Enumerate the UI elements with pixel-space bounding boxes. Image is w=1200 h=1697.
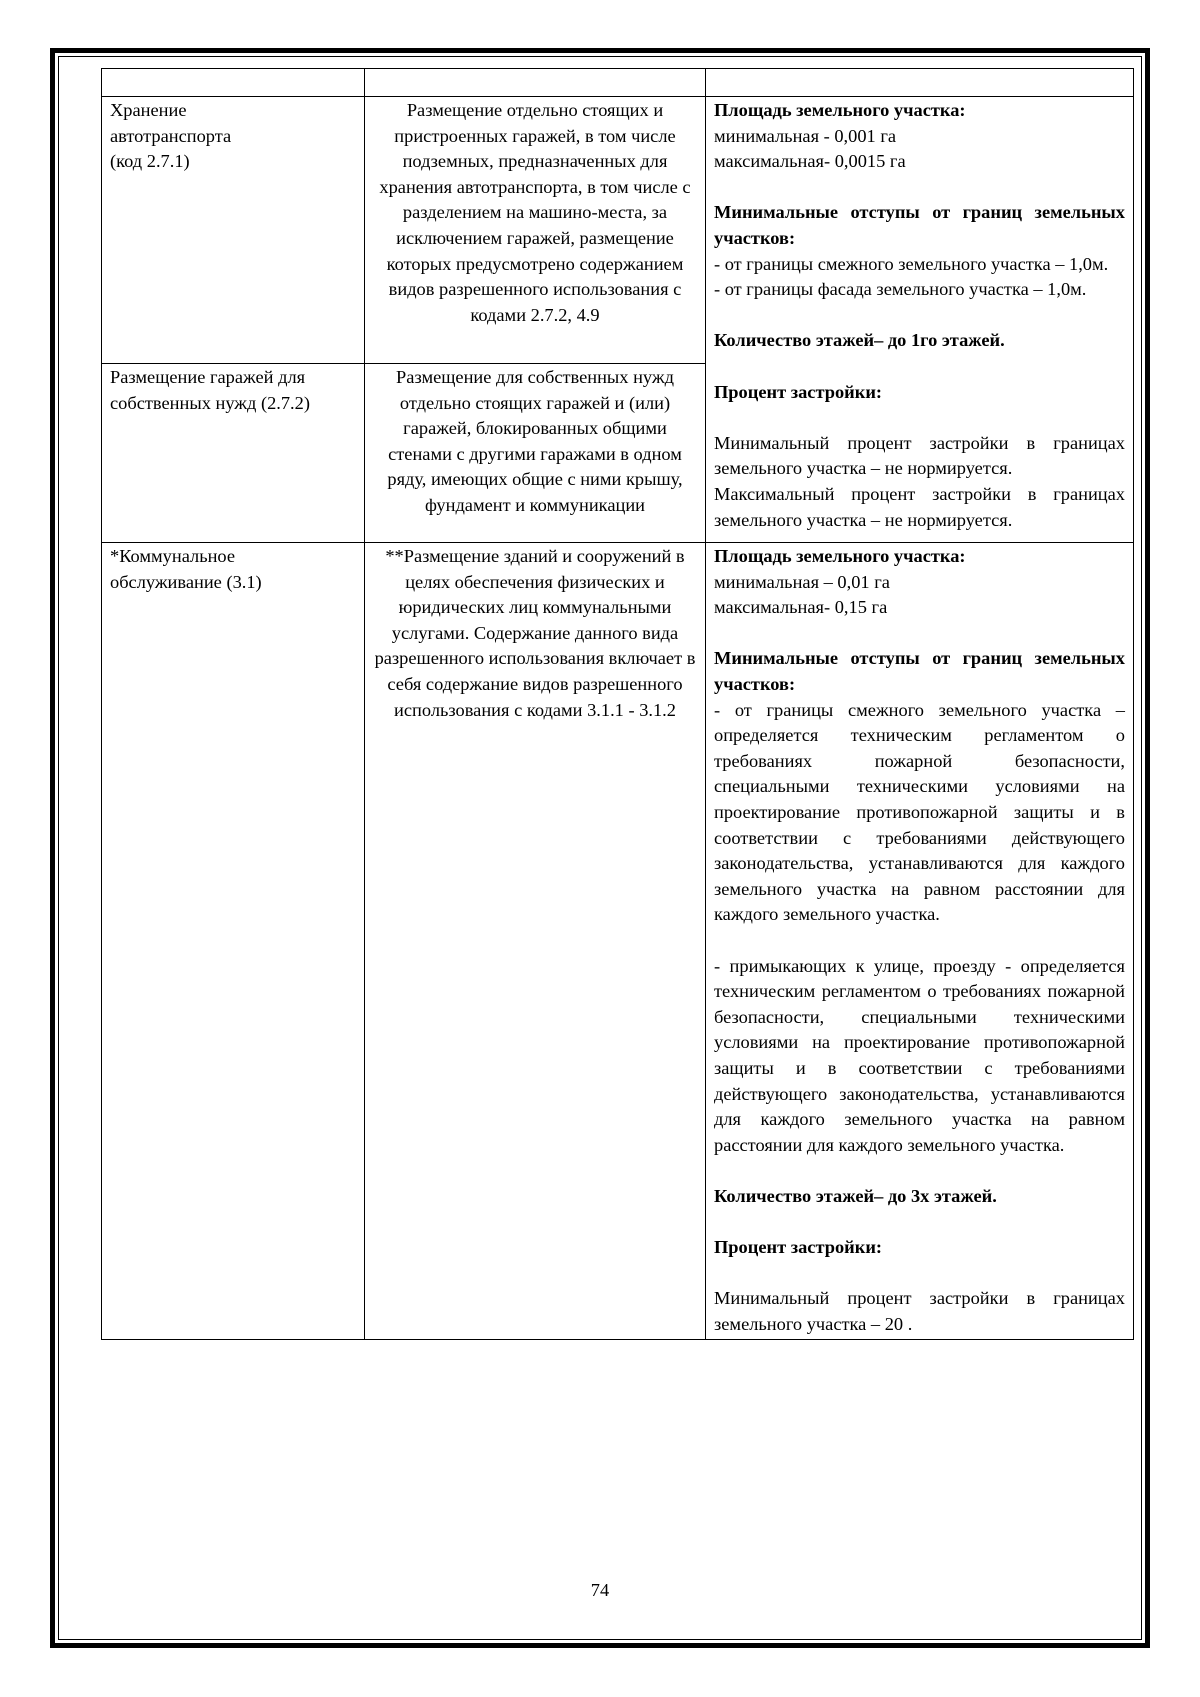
use-type-name: Хранение автотранспорта (код 2.7.1): [102, 97, 365, 364]
area-max: максимальная- 0,0015 га: [714, 151, 906, 172]
coverage-min: Минимальный процент застройки в границах земельного участка – не нормируется.: [714, 432, 1125, 479]
floors-limit: Количество этажей– до 3х этажей.: [714, 1185, 997, 1206]
setback-adjacent: - от границы смежного земельного участка – 1,0м.: [714, 253, 1109, 274]
setback-heading: Минимальные отступы от границ земельных участков:: [714, 202, 1125, 248]
setback-street: - примыкающих к улице, проезду - определяется техническим регламентом о требованиях пожарной безопасности, специальными техническими условиями на проектирование противопожарной защиты и в соответствии с требованиями действующего законодательства, устанавливаются для каждого земельного участка на равном расстоянии для каждого земельного участка.: [714, 955, 1125, 1155]
header-cell-empty: [102, 69, 365, 97]
coverage-min: Минимальный процент застройки в границах земельного участка – 20 .: [714, 1288, 1125, 1334]
setback-heading: Минимальные отступы от границ земельных участков:: [714, 648, 1125, 695]
parameters-cell: [706, 543, 1134, 1339]
area-heading: Площадь земельного участка:: [714, 100, 966, 120]
coverage-heading: Процент застройки:: [714, 1237, 883, 1258]
table-row-vehicle-storage: [102, 97, 1134, 364]
table-header-row: [102, 69, 1134, 97]
table-row-utility-services: [102, 543, 1134, 1339]
setback-adjacent: - от границы смежного земельного участка – определяется техническим регламентом о требованиях пожарной безопасности, специальными техническими условиями на проектирование противопожарной защиты и в соответствии с требованиями действующего законодательства, устанавливаются для каждого земельного участка на равном расстоянии для каждого земельного участка.: [714, 699, 1125, 925]
coverage-max: Максимальный процент застройки в границах земельного участка – не нормируется.: [714, 483, 1125, 530]
use-type-name: Размещение гаражей для собственных нужд (2.7.2): [102, 363, 365, 542]
use-type-description: Размещение отдельно стоящих и пристроенных гаражей, в том числе подземных, предназначенных для хранения автотранспорта, в том числе с разделением на машино-места, за исключением гаражей, размещение которых предусмотрено содержанием видов разрешенного использования с кодами 2.7.2, 4.9: [365, 97, 706, 364]
header-cell-empty: [706, 69, 1134, 97]
area-min: минимальная - 0,001 га: [714, 125, 897, 146]
area-heading: Площадь земельного участка:: [714, 546, 966, 567]
parameters-cell: [706, 97, 1134, 543]
land-use-table: [101, 68, 1134, 1340]
use-type-name: *Коммунальное обслуживание (3.1): [102, 543, 365, 1339]
use-type-description: Размещение для собственных нужд отдельно стоящих гаражей и (или) гаражей, блокированных общими стенами с другими гаражами в одном ряду, имеющих общие с ними крышу, фундамент и коммуникации: [365, 363, 706, 542]
area-min: минимальная – 0,01 га: [714, 571, 890, 592]
header-cell-empty: [365, 69, 706, 97]
coverage-heading: Процент застройки:: [714, 381, 883, 402]
setback-facade: - от границы фасада земельного участка – 1,0м.: [714, 279, 1087, 300]
area-max: максимальная- 0,15 га: [714, 597, 888, 618]
floors-limit: Количество этажей– до 1го этажей.: [714, 330, 1005, 351]
use-type-description: **Размещение зданий и сооружений в целях обеспечения физических и юридических лиц коммунальными услугами. Содержание данного вида разрешенного использования включает в себя содержание видов разрешенного использования с кодами 3.1.1 - 3.1.2: [365, 543, 706, 1339]
page-number: 74: [590, 1580, 610, 1600]
